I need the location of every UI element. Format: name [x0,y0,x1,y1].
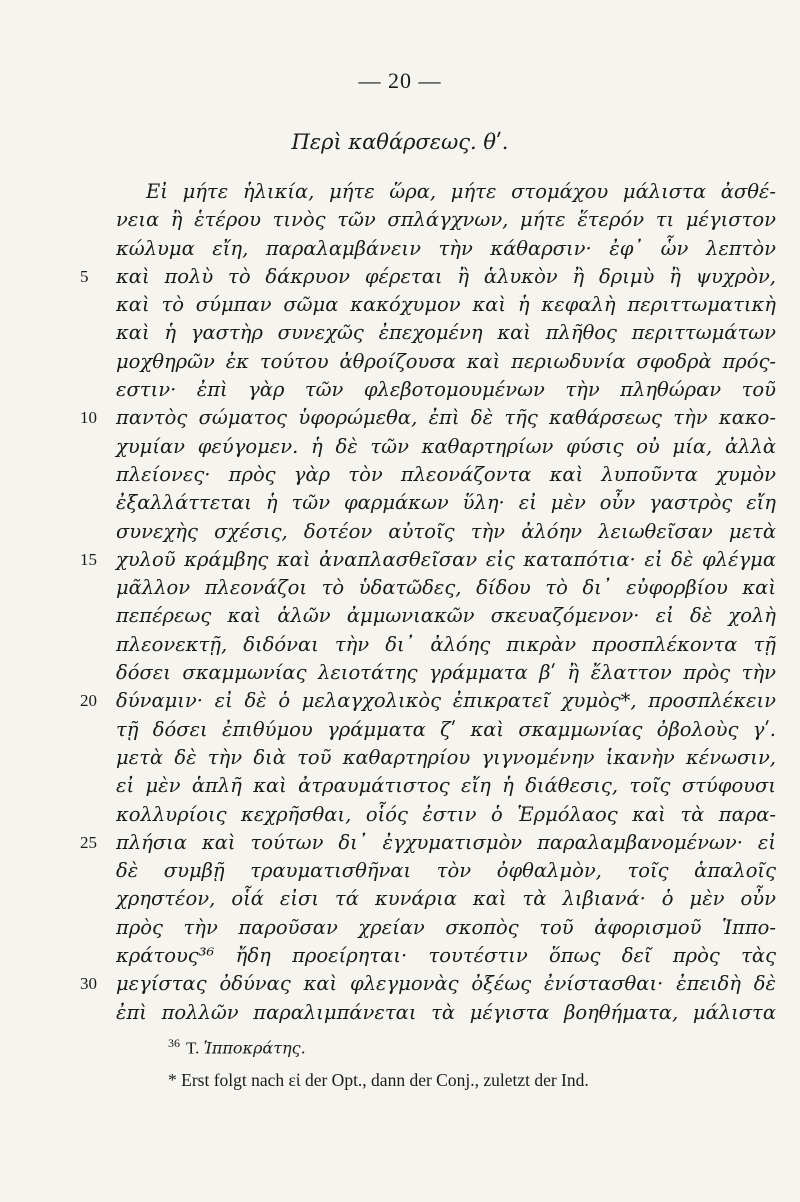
line-text: παντὸς σώματος ὑφορώμεθα, ἐπὶ δὲ τῆς καθάρσεως τὴν κακο- [116,406,776,430]
footnote-marker: 36 [168,1036,180,1050]
text-line [0,744,800,772]
text-line [0,574,800,602]
line-text: συνεχὴς σχέσις, δοτέον αὐτοῖς τὴν ἀλόην λειωθεῖσαν μετὰ [116,519,776,543]
text-line [0,433,800,461]
line-text: κράτους³⁶ ἤδη προείρηται· τουτέστιν ὅπως δεῖ πρὸς τὰς [116,944,776,968]
line-text: πλήσια καὶ τούτων δι᾽ ἐγχυματισμὸν παραλαμβανομένων· εἰ [116,830,776,854]
line-number: 15 [80,549,97,569]
text-line [0,970,800,998]
main-text [0,178,800,1027]
text-line [0,461,800,489]
text-line [0,263,800,291]
text-line [0,178,800,206]
text-line [0,716,800,744]
line-text: ἐπὶ πολλῶν παραλιμπάνεται τὰ μέγιστα βοηθήματα, μάλιστα [116,1000,776,1024]
line-text: μετὰ δὲ τὴν διὰ τοῦ καθαρτηρίου γιγνομένην ἱκανὴν κένωσιν, [116,745,776,769]
line-text: πλείονες· πρὸς γὰρ τὸν πλεονάζοντα καὶ λυποῦντα χυμὸν [116,462,776,486]
line-text: δόσει σκαμμωνίας λειοτάτης γράμματα βʹ ἢ ἔλαττον πρὸς τὴν [116,661,776,685]
line-text: κώλυμα εἴη, παραλαμβάνειν τὴν κάθαρσιν· ἐφ᾽ ὧν λεπτὸν [116,236,776,260]
text-line [0,999,800,1027]
line-text: εστιν· ἐπὶ γὰρ τῶν φλεβοτομουμένων τὴν πληθώραν τοῦ [116,378,776,402]
line-text: ἐξαλλάττεται ἡ τῶν φαρμάκων ὕλη· εἰ μὲν οὖν γαστρὸς εἴη [116,491,776,515]
text-line [0,348,800,376]
text-line [0,659,800,687]
line-text: καὶ ἡ γαστὴρ συνεχῶς ἐπεχομένη καὶ πλῆθος περιττωμάτων [116,321,776,345]
text-line [0,602,800,630]
line-text: καὶ πολὺ τὸ δάκρυον φέρεται ἢ ἁλυκὸν ἢ δριμὺ ἢ ψυχρὸν, [116,264,776,288]
text-line [0,235,800,263]
line-text: μοχθηρῶν ἐκ τούτου ἀθροίζουσα καὶ περιωδυνία σφοδρὰ πρός- [116,349,776,373]
footnote-36 [168,1036,306,1059]
line-text: πεπέρεως καὶ ἁλῶν ἀμμωνιακῶν σκευαζόμενον· εἰ δὲ χολὴ [116,604,776,628]
text-line [0,687,800,715]
line-number: 30 [80,974,97,994]
text-line [0,546,800,574]
line-text: χυλοῦ κράμβης καὶ ἀναπλασθεῖσαν εἰς καταπότια· εἰ δὲ φλέγμα [116,547,776,571]
line-text: εἰ μὲν ἁπλῆ καὶ ἀτραυμάτιστος εἴη ἡ διάθεσις, τοῖς στύφουσι [116,774,776,798]
text-line [0,518,800,546]
line-text: κολλυρίοις κεχρῆσθαι, οἷός ἐστιν ὁ Ἑρμόλαος καὶ τὰ παρα- [116,802,776,826]
line-text: μᾶλλον πλεονάζοι τὸ ὑδατῶδες, δίδου τὸ δι᾽ εὐφορβίου καὶ [116,576,776,600]
text-line [0,772,800,800]
text-line [0,914,800,942]
line-text: τῇ δόσει ἐπιθύμου γράμματα ζʹ καὶ σκαμμωνίας ὀβολοὺς γʹ. [116,717,776,741]
line-number: 5 [80,266,89,286]
text-line [0,489,800,517]
text-line [0,631,800,659]
line-text: δὲ συμβῇ τραυματισθῆναι τὸν ὀφθαλμὸν, τοῖς ἁπαλοῖς [116,859,776,883]
text-line [0,942,800,970]
text-line [0,857,800,885]
text-line [0,885,800,913]
section-title: Περὶ καθάρσεως. θʹ. [291,130,509,154]
line-text: νεια ἢ ἑτέρου τινὸς τῶν σπλάγχνων, μήτε ἕτερόν τι μέγιστον [116,208,776,232]
line-text: μεγίστας ὀδύνας καὶ φλεγμονὰς ὀξέως ἐνίστασθαι· ἐπειδὴ δὲ [116,972,776,996]
text-line [0,291,800,319]
line-text: καὶ τὸ σύμπαν σῶμα κακόχυμον καὶ ἡ κεφαλὴ περιττωματικὴ [116,293,776,317]
text-line [0,376,800,404]
text-line [0,829,800,857]
footnote-prefix: T. [186,1038,200,1058]
footnote-greek: Ἱπποκράτης. [203,1038,306,1058]
text-line [0,404,800,432]
line-text: δύναμιν· εἰ δὲ ὁ μελαγχολικὸς ἐπικρατεῖ χυμὸς*, προσπλέκειν [116,689,776,713]
line-number: 25 [80,832,97,852]
text-line [0,801,800,829]
footnote-asterisk: * Erst folgt nach εἰ der Opt., dann der Conj., zuletzt der Ind. [168,1070,589,1090]
line-number: 10 [80,408,97,428]
text-line [0,319,800,347]
line-text: πρὸς τὴν παροῦσαν χρείαν σκοπὸς τοῦ ἀφορισμοῦ Ἱππο- [116,915,776,939]
line-text: χυμίαν φεύγομεν. ἡ δὲ τῶν καθαρτηρίων φύσις οὐ μία, ἀλλὰ [116,434,776,458]
text-line [0,206,800,234]
line-text: πλεονεκτῇ, διδόναι τὴν δι᾽ ἀλόης πικρὰν προσπλέκοντα τῇ [116,632,776,656]
line-text: Εἰ μήτε ἡλικία, μήτε ὥρα, μήτε στομάχου μάλιστα ἀσθέ- [146,180,776,203]
page-number: — 20 — [358,68,442,93]
line-text: χρηστέον, οἷά εἰσι τά κυνάρια καὶ τὰ λιβιανά· ὁ μὲν οὖν [116,887,776,911]
line-number: 20 [80,691,97,711]
